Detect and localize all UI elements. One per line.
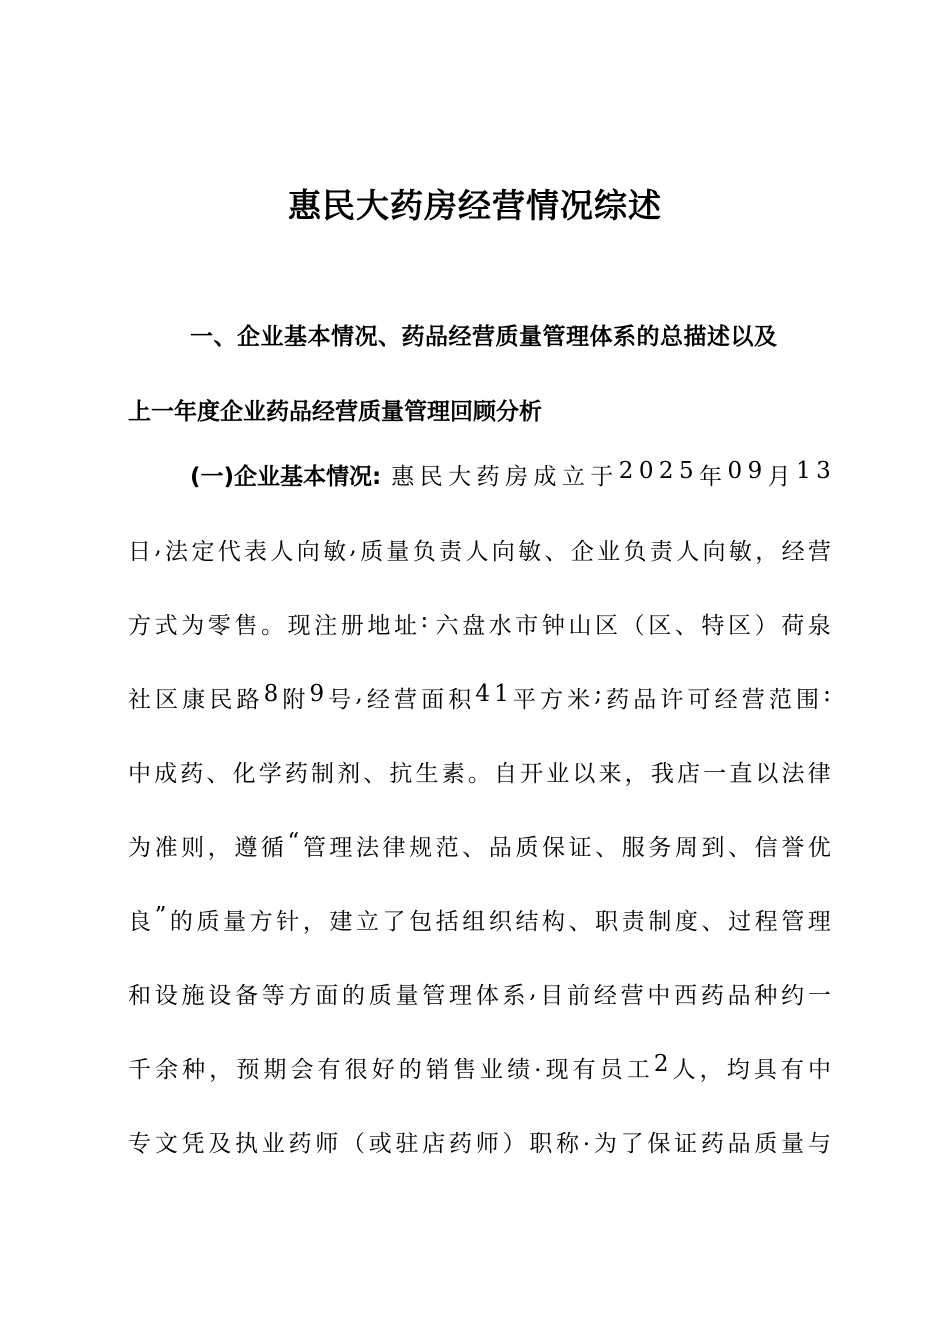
document-title: 惠民大药房经营情况综述 [288, 186, 662, 225]
section-heading-line-2: 上一年度企业药品经营质量管理回顾分析 [128, 399, 542, 425]
section-heading-line-1: 一、企业基本情况、药品经营质量管理体系的总描述以及 [190, 324, 778, 350]
body-line: 方 式 为 零 售 。 现 注 册 地 址 : 六 盘 水 市 钟 山 区 （ 区 、 特 区 ） 荷 泉 [128, 607, 831, 639]
body-line: 专 文 凭 及 执 业 药 师 （ 或 驻 店 药 师 ） 职 称 . 为 了 保 证 药 品 质 量 与 [128, 1125, 831, 1157]
body-line: 为 准 则 ， 遵 循 “ 管 理 法 律 规 范 、 品 质 保 证 、 服 务 周 到 、 信 誉 优 [128, 829, 831, 861]
body-line: 日 , 法 定 代 表 人 向 敏 , 质 量 负 责 人 向 敏 、 企 业 负 责 人 向 敏 ， 经 营 [128, 533, 831, 565]
body-line: 和 设 施 设 备 等 方 面 的 质 量 管 理 体 系 , 目 前 经 营 中 西 药 品 种 约 一 [128, 977, 831, 1009]
body-line: 惠 民 大 药 房 成 立 于 2 0 2 5 年 0 9 月 1 3 [391, 458, 831, 490]
paragraph-line-1 [190, 458, 831, 491]
body-line: 良 ” 的 质 量 方 针 ， 建 立 了 包 括 组 织 结 构 、 职 责 制 度 、 过 程 管 理 [128, 903, 831, 935]
subsection-label: (一)企业基本情况: [190, 464, 382, 490]
body-line: 中 成 药 、 化 学 药 制 剂 、 抗 生 素 。 自 开 业 以 来 ， 我 店 一 直 以 法 律 [128, 761, 831, 787]
body-line: 千 余 种 ， 预 期 会 有 很 好 的 销 售 业 绩 . 现 有 员 工 2 人 ， 均 具 有 中 [128, 1051, 831, 1083]
body-line: 社 区 康 民 路 8 附 9 号 , 经 营 面 积 4 1 平 方 米 ; 药 品 许 可 经 营 范 围 : [128, 681, 831, 713]
